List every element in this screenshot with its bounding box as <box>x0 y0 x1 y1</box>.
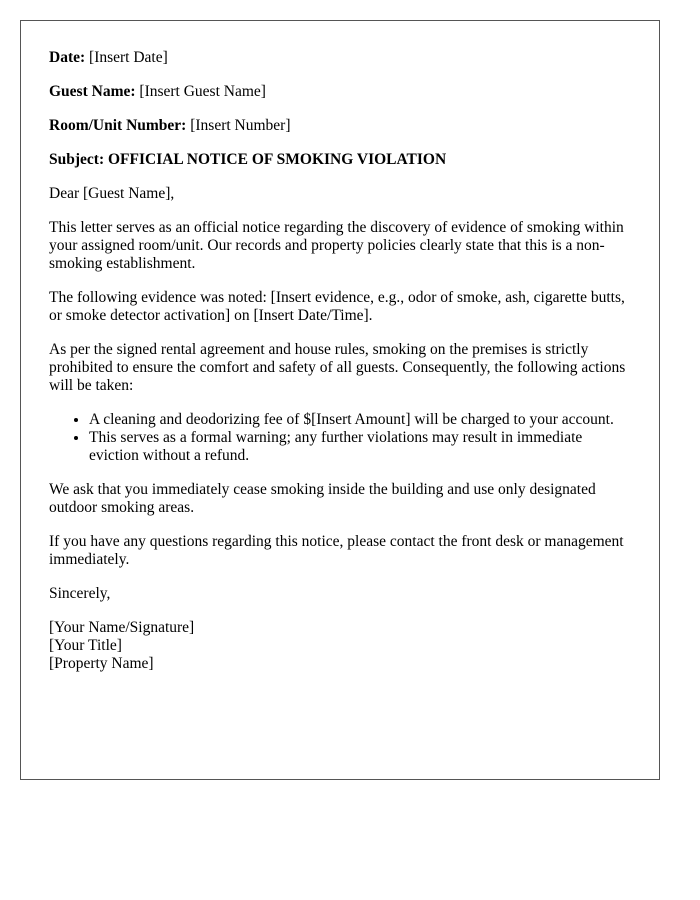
subject-line <box>49 151 631 169</box>
valediction: Sincerely, <box>49 585 111 602</box>
action-item-fee: • A cleaning and deodorizing fee of $[Insert Amount] will be charged to your account. <box>89 411 631 429</box>
room-number-line <box>49 117 631 135</box>
action-item-warning: • This serves as a formal warning; any further violations may result in immediate eviction without a refund. <box>89 429 631 465</box>
actions-list <box>49 411 631 465</box>
paragraph-contact: If you have any questions regarding this notice, please contact the front desk or management immediately. <box>49 533 624 568</box>
guest-name-label: Guest Name: <box>49 83 136 100</box>
signer-name: [Your Name/Signature] <box>49 619 195 636</box>
room-number-label: Room/Unit Number: <box>49 117 187 134</box>
date-label: Date: <box>49 49 86 66</box>
room-number-value: [Insert Number] <box>190 117 291 134</box>
subject-label: Subject: <box>49 151 105 168</box>
date-line <box>49 49 631 67</box>
paragraph-cease: We ask that you immediately cease smoking inside the building and use only designated outdoor smoking areas. <box>49 481 596 516</box>
paragraph-policy: As per the signed rental agreement and house rules, smoking on the premises is strictly prohibited to ensure the comfort and safety of all guests. Consequently, the following actions will be taken: <box>49 341 626 394</box>
letter-document <box>20 20 660 780</box>
guest-name-line <box>49 83 631 101</box>
signature-block <box>49 619 631 673</box>
paragraph-evidence: The following evidence was noted: [Insert evidence, e.g., odor of smoke, ash, cigarette butts, or smoke detector activation] on [Insert Date/Time]. <box>49 289 625 324</box>
signer-title: [Your Title] <box>49 637 122 654</box>
property-name: [Property Name] <box>49 655 154 672</box>
paragraph-notice: This letter serves as an official notice regarding the discovery of evidence of smoking within your assigned room/unit. Our records and property policies clearly state that this is a non-smoking establishment. <box>49 219 624 272</box>
guest-name-value: [Insert Guest Name] <box>139 83 266 100</box>
salutation: Dear [Guest Name], <box>49 185 175 202</box>
date-value: [Insert Date] <box>89 49 168 66</box>
subject-value: OFFICIAL NOTICE OF SMOKING VIOLATION <box>107 151 447 168</box>
